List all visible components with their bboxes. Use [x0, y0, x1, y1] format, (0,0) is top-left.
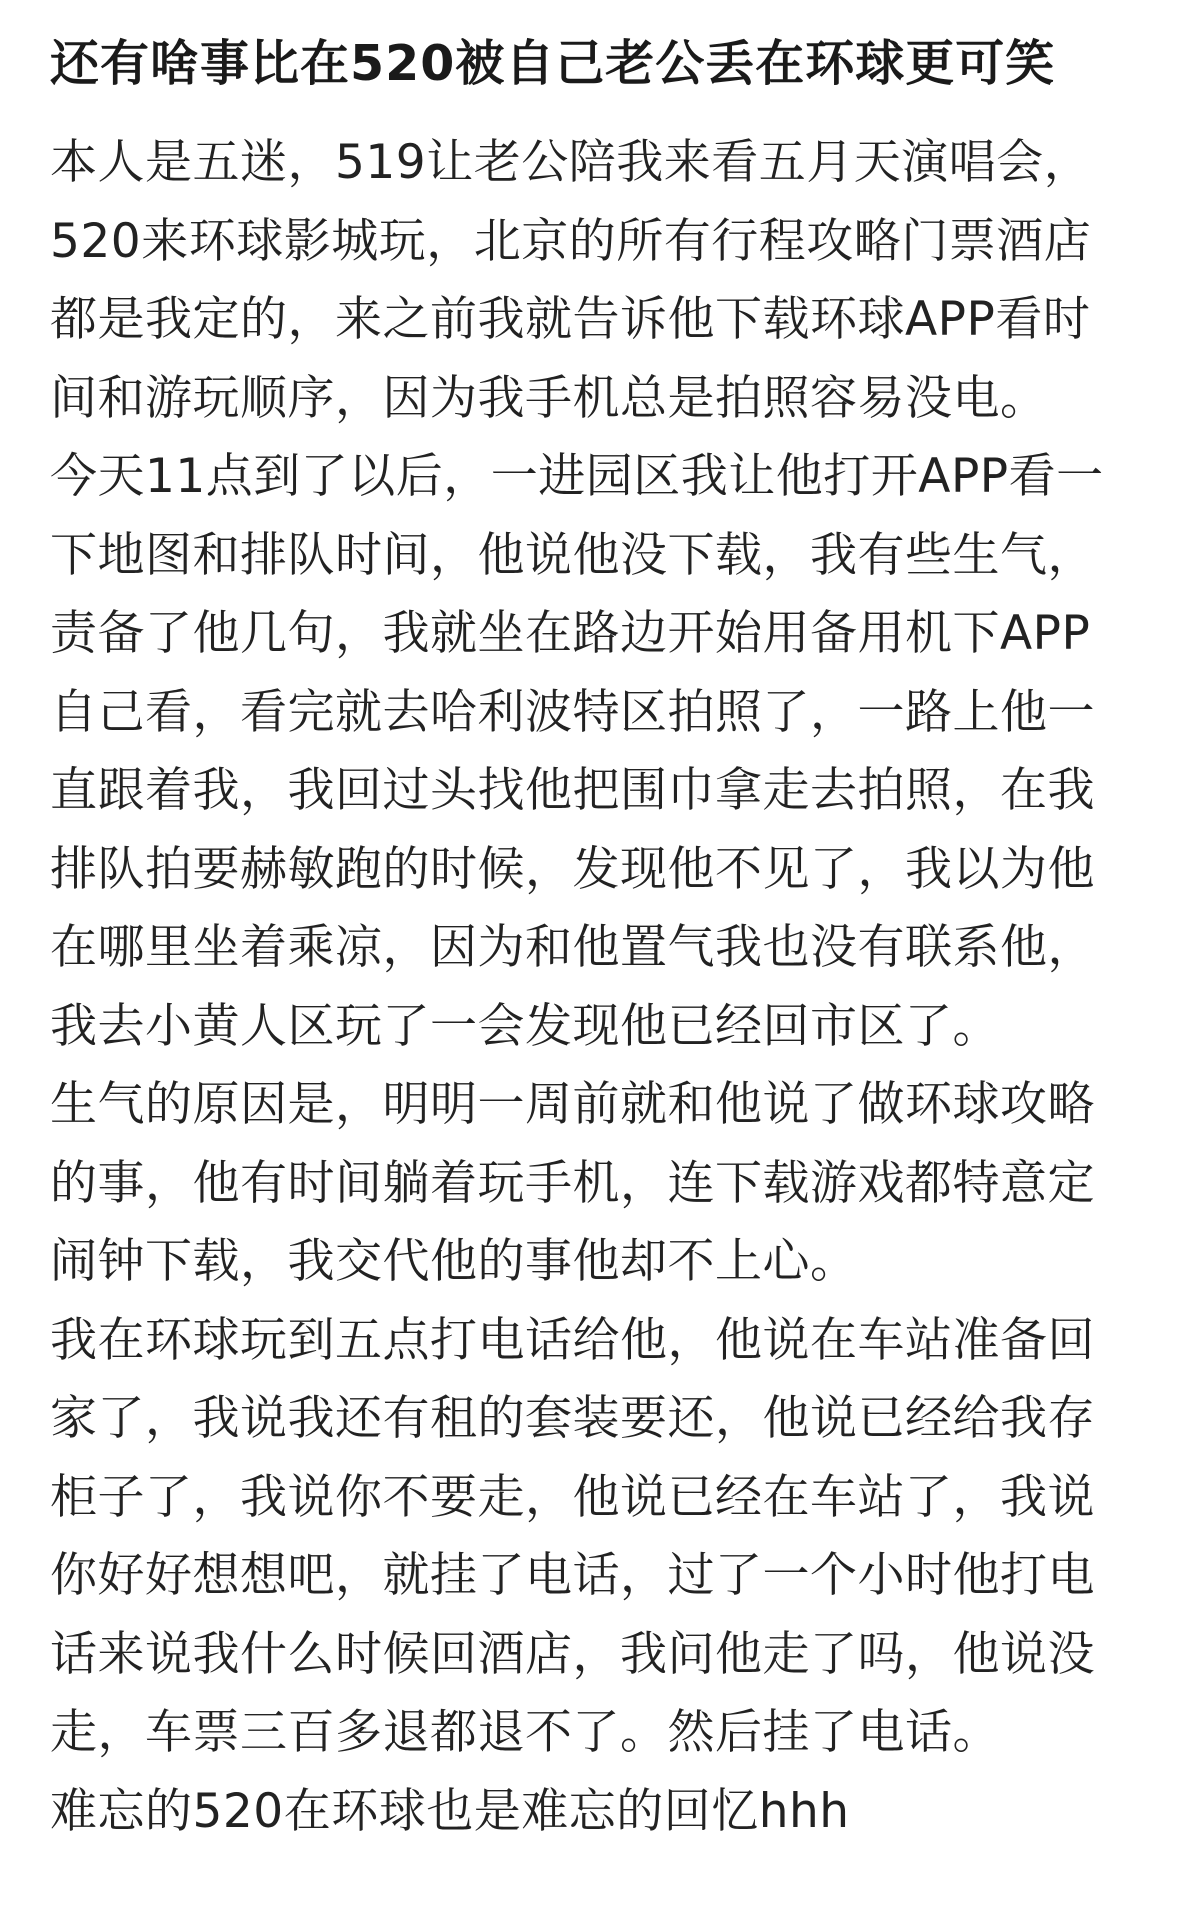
post-paragraph: 生气的原因是，明明一周前就和他说了做环球攻略的事，他有时间躺着玩手机，连下载游戏都特意定闹钟下载，我交代他的事他却不上心。 [50, 1077, 1095, 1289]
post-title: 还有啥事比在520被自己老公丢在环球更可笑 [50, 35, 1056, 92]
post-paragraph: 我在环球玩到五点打电话给他，他说在车站准备回家了，我说我还有租的套装要还，他说已经给我存柜子了，我说你不要走，他说已经在车站了，我说你好好想想吧，就挂了电话，过了一个小时他打电话来说我什么时候回酒店，我问他走了吗，他说没走，车票三百多退都退不了。然后挂了电话。 [50, 1312, 1095, 1760]
post-body [50, 124, 1135, 1851]
post-paragraph: 本人是五迷，519让老公陪我来看五月天演唱会，520来环球影城玩，北京的所有行程攻略门票酒店都是我定的，来之前我就告诉他下载环球APP看时间和游玩顺序，因为我手机总是拍照容易没电。 [50, 135, 1092, 426]
post-paragraph: 难忘的520在环球也是难忘的回忆hhh [50, 1783, 850, 1839]
post-paragraph: 今天11点到了以后，一进园区我让他打开APP看一下地图和排队时间，他说他没下载，我有些生气，责备了他几句，我就坐在路边开始用备用机下APP自己看，看完就去哈利波特区拍照了，一路上他一直跟着我，我回过头找他把围巾拿走去拍照，在我排队拍要赫敏跑的时候，发现他不见了，我以为他在哪里坐着乘凉，因为和他置气我也没有联系他，我去小黄人区玩了一会发现他已经回市区了。 [50, 449, 1104, 1054]
post-container [50, 24, 1135, 1851]
